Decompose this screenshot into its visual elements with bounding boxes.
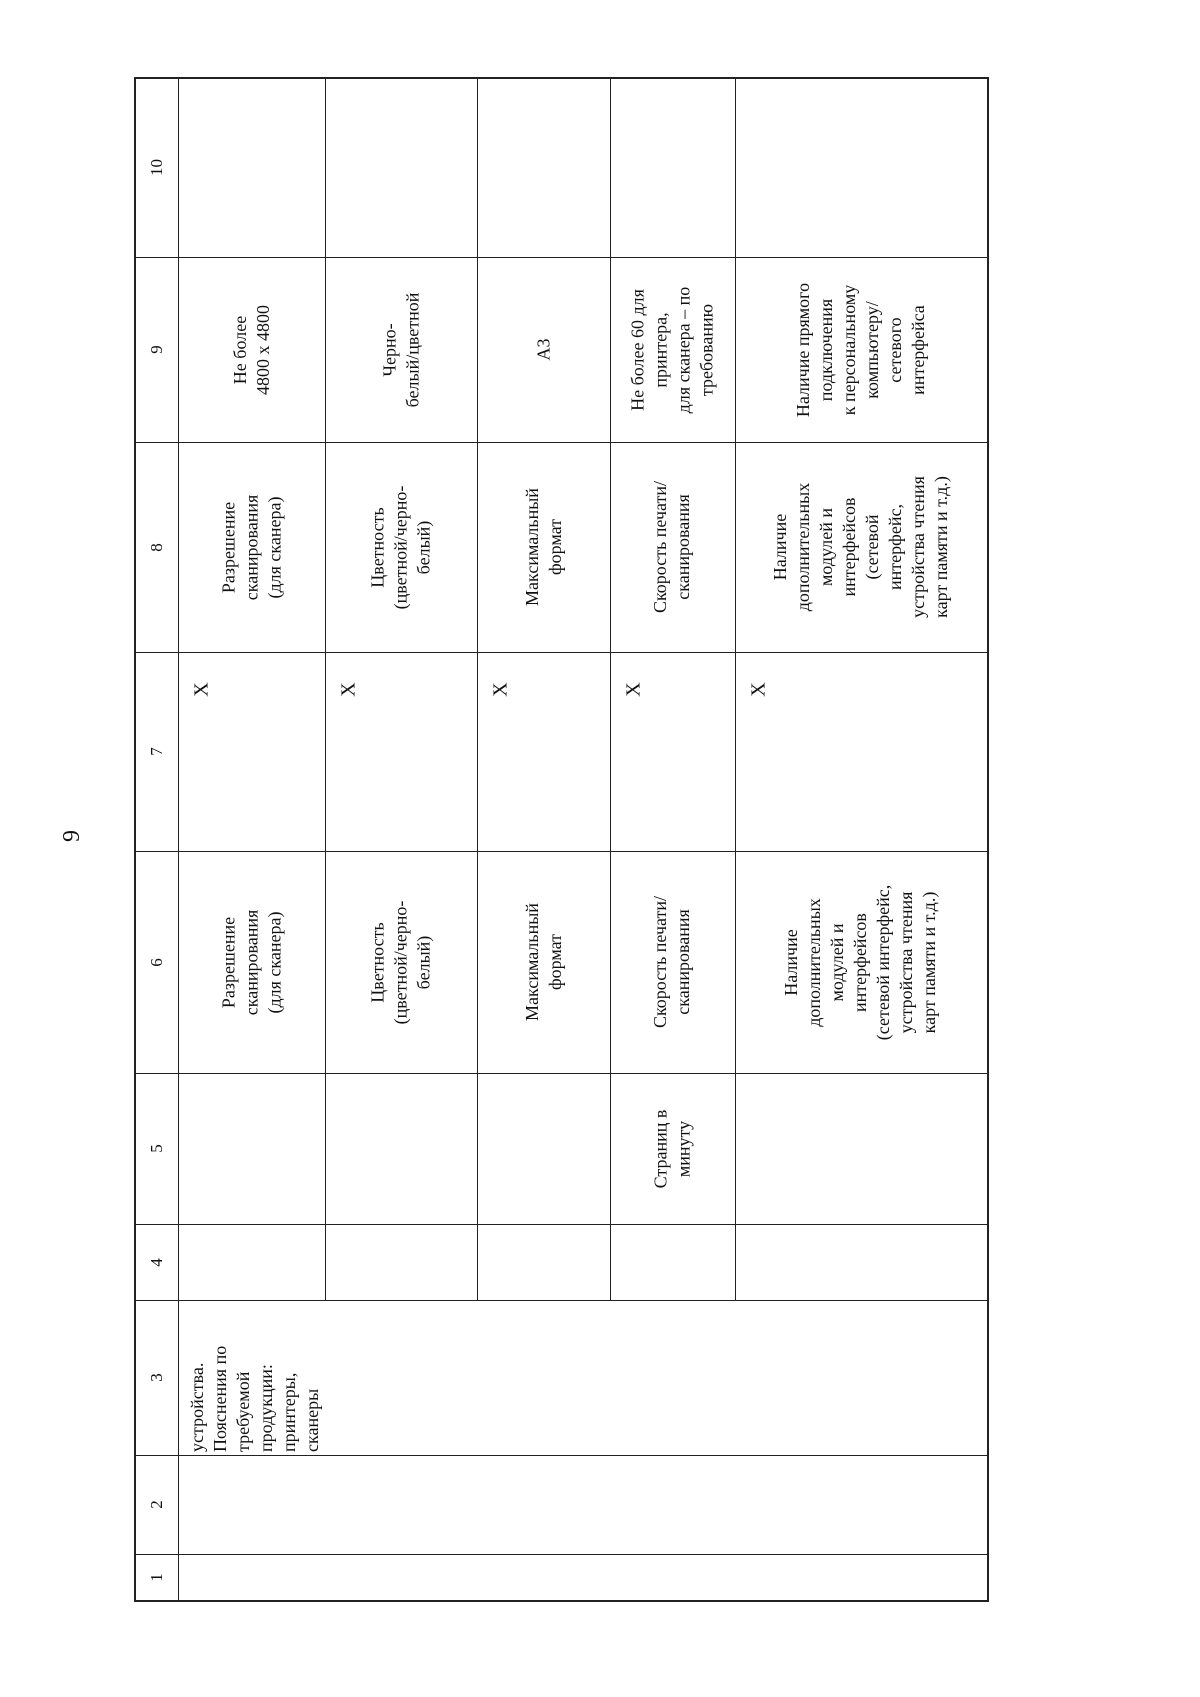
row-5-col-8: [735, 442, 987, 652]
row-4-col-5-text: Страниц в минуту: [650, 1109, 694, 1188]
row-3-col-8: [477, 442, 610, 652]
row-4-col-8-text: Скорость печати/ сканирования: [650, 480, 694, 614]
table-border-top: [134, 77, 988, 79]
header-col-3-label: 3: [146, 1373, 166, 1382]
header-col-10-label: 10: [146, 158, 166, 176]
header-col-4: [134, 1224, 178, 1300]
row-2-col-8-text: Цветность (цветной/черно- белый): [367, 485, 434, 609]
table-border-right: [987, 77, 989, 1602]
row-2-col-6-text: Цветность (цветной/черно- белый): [367, 900, 434, 1024]
header-col-2: [134, 1455, 178, 1554]
row-3-col-6-text: Максимальный формат: [521, 903, 565, 1021]
col-divider-4-3: [134, 1300, 988, 1301]
row-3-col-7-mark: X: [489, 681, 512, 697]
col-divider-5-4: [134, 1224, 988, 1225]
row-5-col-9: [735, 257, 987, 442]
row-1-col-9-text: Не более 4800 x 4800: [229, 304, 273, 395]
row-4-col-6: [610, 851, 735, 1073]
row-1-col-8-text: Разрешение сканирования (для сканера): [217, 494, 284, 600]
row-1-col-7: [182, 664, 222, 714]
row-1-col-7-mark: X: [190, 681, 213, 697]
row-4-col-8: [610, 442, 735, 652]
row-4-col-6-text: Скорость печати/ сканирования: [650, 895, 694, 1029]
page-number: 9: [58, 830, 85, 842]
row-1-col-6: [178, 851, 325, 1073]
header-col-4-label: 4: [146, 1257, 166, 1267]
rotated-table: [134, 77, 988, 1602]
row-5-col-6-text: Наличие дополнительных модулей и интерфейсов (сетевой интерфейс, устройства чтения карт памяти и т.д.): [781, 884, 940, 1040]
row-5-col-9-text: Наличие прямого подключения к персональному компьютеру/ сетевого интерфейса: [793, 282, 928, 417]
header-col-1-label: 1: [146, 1573, 166, 1582]
row-3-col-7: [481, 664, 521, 714]
row-2-col-6: [325, 851, 477, 1073]
header-col-8-label: 8: [146, 542, 166, 552]
header-col-10: [134, 77, 178, 257]
row-4-col-7-mark: X: [622, 681, 645, 697]
row-4-col-9-text: Не более 60 для принтера, для сканера – по требованию: [627, 286, 717, 413]
row-5-col-7: [739, 664, 779, 714]
table-border-bottom: [134, 1600, 988, 1602]
row-4-col-9: [610, 257, 735, 442]
col-divider-3-2: [134, 1455, 988, 1456]
header-col-8: [134, 442, 178, 652]
row-3-col-6: [477, 851, 610, 1073]
header-col-9: [134, 257, 178, 442]
header-col-9-label: 9: [146, 345, 166, 354]
row-2-col-7-mark: X: [337, 681, 360, 697]
row-5-col-7-mark: X: [747, 681, 770, 697]
header-col-3: [134, 1300, 178, 1455]
row-1-col-9: [178, 257, 325, 442]
row-4-col-5: [610, 1073, 735, 1224]
header-col-7-label: 7: [146, 747, 166, 756]
header-col-6-label: 6: [146, 957, 166, 967]
col3-description: [186, 1302, 346, 1452]
header-col-6: [134, 851, 178, 1073]
header-col-5-label: 5: [146, 1144, 166, 1153]
col3-description-text: устройства. Пояснения по требуемой продукции: принтеры, сканеры: [187, 1345, 322, 1452]
row-4-col-7: [614, 664, 654, 714]
col-divider-2-1: [134, 1554, 988, 1555]
row-2-col-8: [325, 442, 477, 652]
header-col-2-label: 2: [146, 1500, 166, 1509]
header-col-1: [134, 1554, 178, 1601]
header-col-7: [134, 652, 178, 851]
row-2-col-9-text: Черно- белый/цветной: [379, 292, 422, 407]
row-5-col-8-text: Наличие дополнительных модулей и интерфейсов (сетевой интерфейс, устройства чтения карт памяти и т.д.): [770, 476, 951, 618]
row-2-col-7: [329, 664, 369, 714]
row-3-col-8-text: Максимальный формат: [521, 488, 565, 606]
row-1-col-6-text: Разрешение сканирования (для сканера): [217, 909, 284, 1015]
header-col-5: [134, 1073, 178, 1224]
col-divider-6-5: [134, 1073, 988, 1074]
row-1-col-8: [178, 442, 325, 652]
col-divider-8-7: [134, 652, 988, 653]
row-3-col-9: [477, 257, 610, 442]
row-2-col-9: [325, 257, 477, 442]
row-5-col-6: [735, 851, 987, 1073]
row-3-col-9-text: А3: [533, 338, 553, 361]
